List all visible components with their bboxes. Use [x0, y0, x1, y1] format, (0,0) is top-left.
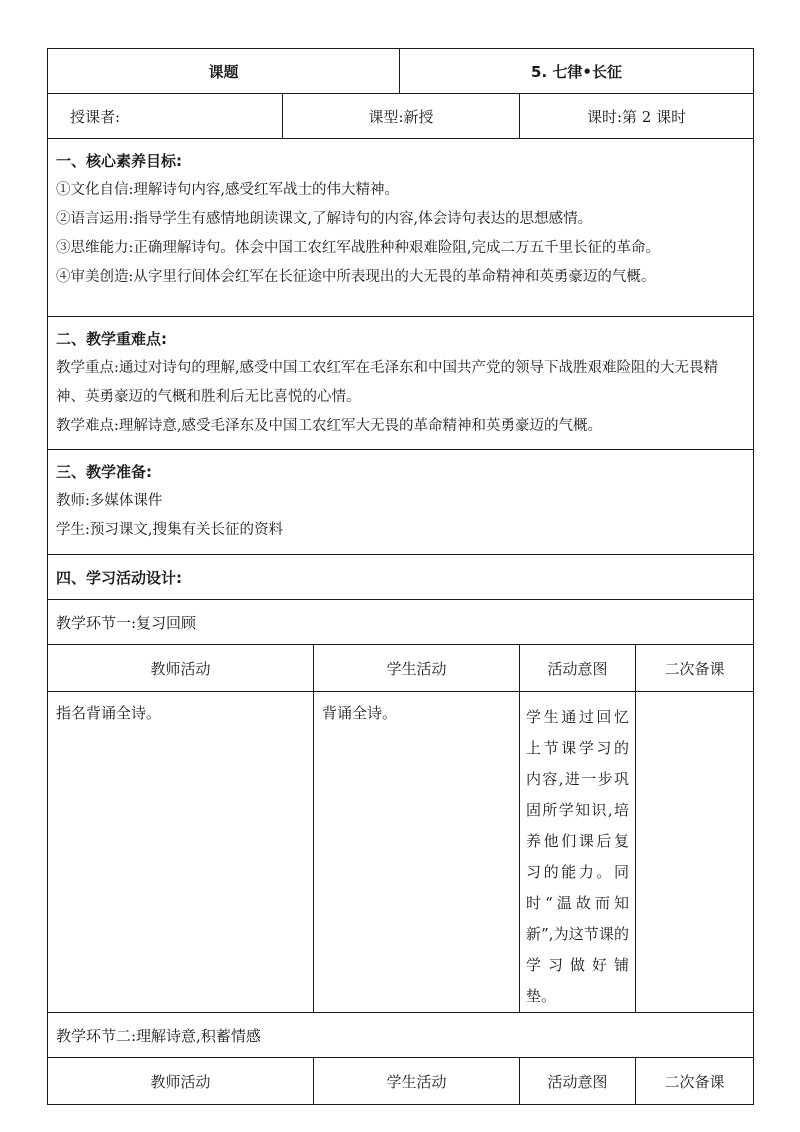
goal-line: ②语言运用:指导学生有感情地朗读课文,了解诗句的内容,体会诗句表达的思想感情。: [56, 211, 593, 227]
key-point-line: 教学难点:理解诗意,感受毛泽东及中国工农红军大无畏的革命精神和英勇豪迈的气概。: [56, 418, 602, 434]
stage2-row: [48, 1013, 754, 1058]
col-teacher-activity: 教师活动: [48, 645, 314, 692]
preparation-heading: 三、教学准备:: [56, 463, 152, 481]
goal-line: ④审美创造:从字里行间体会红军在长征途中所表现出的大无畏的革命精神和英勇豪迈的气概。: [56, 269, 656, 285]
goals-heading: 一、核心素养目标:: [56, 152, 182, 170]
lesson-plan-table: [47, 48, 754, 1105]
col-teacher-activity: 教师活动: [48, 1058, 314, 1105]
stage1-activity-intent: 学生通过回忆上节课学习的内容,进一步巩固所学知识,培养他们课后复习的能力。同时“温故而知新”,为这节课的学习做好铺垫。: [520, 692, 636, 1013]
col-second-prep: 二次备课: [636, 1058, 754, 1105]
col-student-activity: 学生活动: [314, 1058, 520, 1105]
preparation-line: 学生:预习课文,搜集有关长征的资料: [56, 522, 283, 538]
activities-heading: 四、学习活动设计:: [48, 555, 754, 600]
subject-label: 课题: [48, 49, 400, 94]
stage1-title: 教学环节一:复习回顾: [48, 600, 754, 645]
goal-line: ①文化自信:理解诗句内容,感受红军战士的伟大精神。: [56, 182, 399, 198]
stage1-second-prep: [636, 692, 754, 1013]
lesson-type: 课型:新授: [283, 94, 520, 139]
goals-row: [48, 139, 754, 317]
col-activity-intent: 活动意图: [520, 1058, 636, 1105]
stage1-student-activity: 背诵全诗。: [314, 692, 520, 1013]
activities-heading-row: [48, 555, 754, 600]
key-point-line: 教学重点:通过对诗句的理解,感受中国工农红军在毛泽东和中国共产党的领导下战胜艰难险阻的大无畏精神、英勇豪迈的气概和胜利后无比喜悦的心情。: [56, 360, 718, 405]
col-second-prep: 二次备课: [636, 645, 754, 692]
preparation-row: [48, 450, 754, 555]
meta-row: [48, 94, 754, 139]
col-student-activity: 学生活动: [314, 645, 520, 692]
goals-section: [48, 139, 754, 317]
preparation-line: 教师:多媒体课件: [56, 493, 163, 509]
goal-line: ③思维能力:正确理解诗句。体会中国工农红军战胜种种艰难险阻,完成二万五千里长征的革命。: [56, 240, 660, 256]
key-points-section: [48, 317, 754, 450]
stage1-activity-row: [48, 692, 754, 1013]
lesson-period: 课时:第 2 课时: [520, 94, 754, 139]
preparation-section: [48, 450, 754, 555]
key-points-heading: 二、教学重难点:: [56, 330, 167, 348]
stage1-row: [48, 600, 754, 645]
stage1-column-header: [48, 645, 754, 692]
stage2-title: 教学环节二:理解诗意,积蓄情感: [48, 1013, 754, 1058]
lesson-plan-sheet: [47, 48, 753, 1105]
key-points-row: [48, 317, 754, 450]
stage2-column-header: [48, 1058, 754, 1105]
title-row: [48, 49, 754, 94]
subject-value: 5. 七律•长征: [400, 49, 754, 94]
teacher-field: 授课者:: [48, 94, 283, 139]
col-activity-intent: 活动意图: [520, 645, 636, 692]
stage1-teacher-activity: 指名背诵全诗。: [48, 692, 314, 1013]
